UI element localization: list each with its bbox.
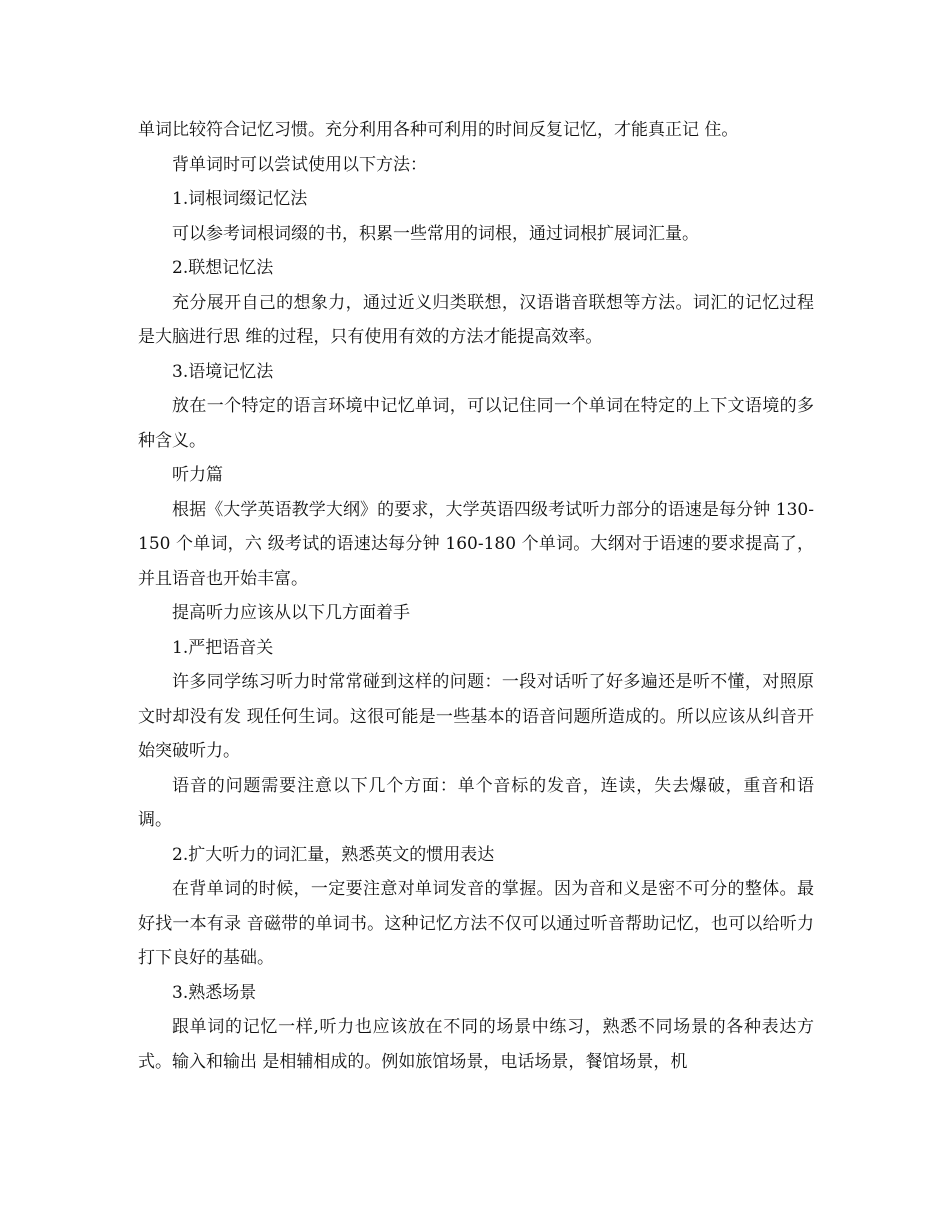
- paragraph-1: 单词比较符合记忆习惯。充分利用各种可利用的时间反复记忆，才能真正记 住。: [138, 120, 739, 140]
- paragraph-11: 提高听力应该从以下几方面着手: [172, 603, 410, 623]
- section-heading-listening: 听力篇: [172, 465, 223, 485]
- heading-scenes: 3.熟悉场景: [172, 982, 257, 1003]
- heading-vocabulary: 2.扩大听力的词汇量，熟悉英文的惯用表达: [172, 844, 495, 865]
- heading-association-method: 2.联想记忆法: [172, 258, 274, 278]
- paragraph-18: 跟单词的记忆一样,听力也应该放在不同的场景中练习，熟悉不同场景的各种表达方式。输入和输出 是相辅相成的。例如旅馆场景，电话场景，餐馆场景，机: [138, 1017, 814, 1072]
- paragraph-13: 许多同学练习听力时常常碰到这样的问题：一段对话听了好多遍还是听不懂，对照原文时却没有发 现任何生词。这很可能是一些基本的语音问题所造成的。所以应该从纠音开始突破听力。: [138, 672, 814, 761]
- paragraph-4: 可以参考词根词缀的书，积累一些常用的词根，通过词根扩展词汇量。: [172, 223, 699, 244]
- paragraph-14: 语音的问题需要注意以下几个方面：单个音标的发音，连读，失去爆破，重音和语调。: [138, 775, 814, 830]
- heading-root-affix-method: 1.词根词缀记忆法: [172, 189, 308, 209]
- document-body: [138, 113, 814, 1079]
- paragraph-2: 背单词时可以尝试使用以下方法：: [172, 154, 427, 175]
- heading-context-method: 3.语境记忆法: [172, 361, 274, 382]
- paragraph-8: 放在一个特定的语言环境中记忆单词，可以记住同一个单词在特定的上下文语境的多种含义。: [138, 396, 814, 451]
- paragraph-6: 充分展开自己的想象力，通过近义归类联想，汉语谐音联想等方法。词汇的记忆过程是大脑进行思 维的过程，只有使用有效的方法才能提高效率。: [138, 292, 814, 347]
- heading-pronunciation: 1.严把语音关: [172, 637, 274, 658]
- paragraph-10: 根据《大学英语教学大纲》的要求，大学英语四级考试听力部分的语速是每分钟 130-150 个单词，六 级考试的语速达每分钟 160-180 个单词。大纲对于语速的要求提高了，并且语音也开始丰富。: [138, 499, 814, 589]
- paragraph-16: 在背单词的时候，一定要注意对单词发音的掌握。因为音和义是密不可分的整体。最好找一本有录 音磁带的单词书。这种记忆方法不仅可以通过听音帮助记忆，也可以给听力打下良好的基础。: [138, 879, 814, 968]
